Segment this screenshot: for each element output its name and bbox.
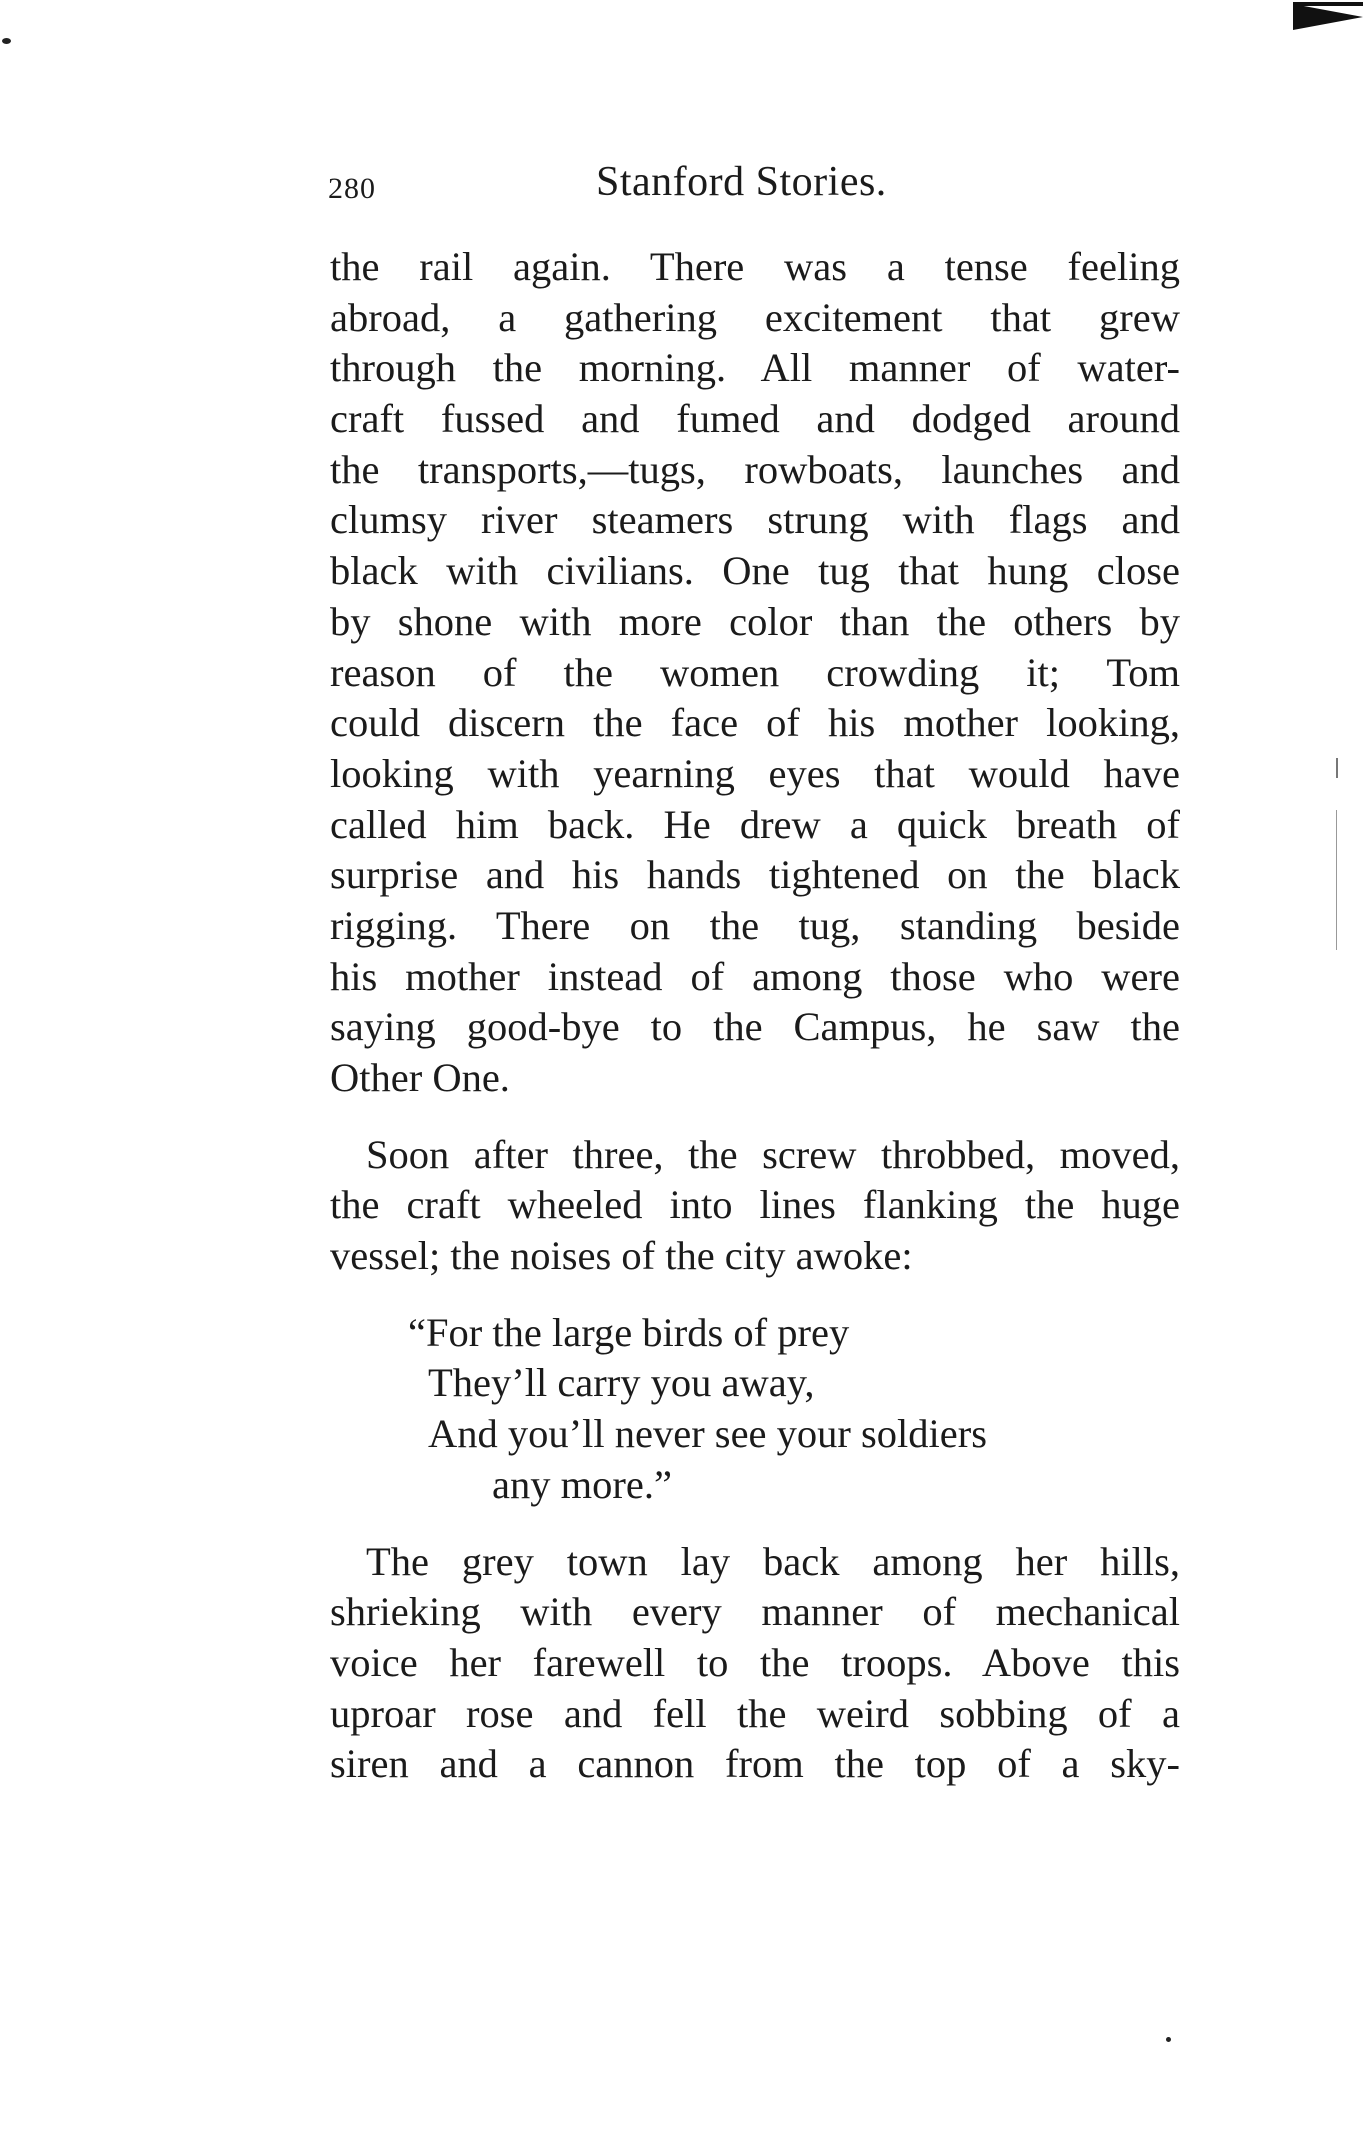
- text-line: rigging. There on the tug, standing beside: [330, 902, 1180, 948]
- text-line: Soon after three, the screw throbbed, moved,: [366, 1131, 1180, 1177]
- paragraph-gap: [330, 1282, 1180, 1308]
- text-line: saying good-bye to the Campus, he saw the: [330, 1004, 1180, 1050]
- text-line: voice her farewell to the troops. Above this: [330, 1639, 1180, 1685]
- margin-rule: [1336, 810, 1337, 950]
- verse-line: They’ll carry you away,: [428, 1360, 815, 1406]
- text-line: the craft wheeled into lines flanking the huge: [330, 1182, 1180, 1228]
- corner-arrow-icon: [1273, 0, 1363, 28]
- text-line: siren and a cannon from the top of a sky-: [330, 1741, 1180, 1787]
- text-line: uproar rose and fell the weird sobbing of a: [330, 1690, 1180, 1736]
- text-line: called him back. He drew a quick breath of: [330, 801, 1180, 847]
- text-line: The grey town lay back among her hills,: [366, 1538, 1180, 1584]
- text-line: shrieking with every manner of mechanical: [330, 1589, 1180, 1635]
- running-title: Stanford Stories.: [596, 159, 887, 205]
- text-line: looking with yearning eyes that would have: [330, 750, 1180, 796]
- paragraph: [330, 242, 1180, 1104]
- margin-rule: [1336, 758, 1338, 778]
- text-line: could discern the face of his mother looking,: [330, 700, 1180, 746]
- verse-line: And you’ll never see your soldiers: [428, 1411, 987, 1457]
- verse-quote: [330, 1308, 1180, 1511]
- paragraph-gap: [330, 1104, 1180, 1130]
- text-line: reason of the women crowding it; Tom: [330, 649, 1180, 695]
- text-line: surprise and his hands tightened on the black: [330, 852, 1180, 898]
- text-line: the rail again. There was a tense feeling: [330, 244, 1180, 289]
- text-line: Other One.: [330, 1055, 510, 1100]
- paragraph-gap: [330, 1511, 1180, 1537]
- text-line: abroad, a gathering excitement that grew: [330, 294, 1180, 340]
- body-text: [330, 242, 1180, 1790]
- text-line: by shone with more color than the others by: [330, 598, 1180, 644]
- text-line: vessel; the noises of the city awoke:: [330, 1233, 913, 1279]
- verse-line: any more.”: [492, 1461, 672, 1507]
- text-line: clumsy river steamers strung with flags and: [330, 497, 1180, 543]
- text-line: the transports,—tugs, rowboats, launches and: [330, 446, 1180, 492]
- text-line: black with civilians. One tug that hung close: [330, 548, 1180, 594]
- page-header: [328, 158, 1184, 218]
- verse-line: “For the large birds of prey: [408, 1309, 850, 1355]
- text-line: craft fussed and fumed and dodged around: [330, 396, 1180, 442]
- text-line: his mother instead of among those who were: [330, 953, 1180, 999]
- paragraph: [330, 1537, 1180, 1790]
- paragraph: [330, 1130, 1180, 1282]
- scan-speck: [2, 38, 11, 44]
- text-line: through the morning. All manner of water-: [330, 345, 1180, 391]
- scan-speck: [1166, 2037, 1171, 2042]
- page-number: 280: [328, 172, 376, 205]
